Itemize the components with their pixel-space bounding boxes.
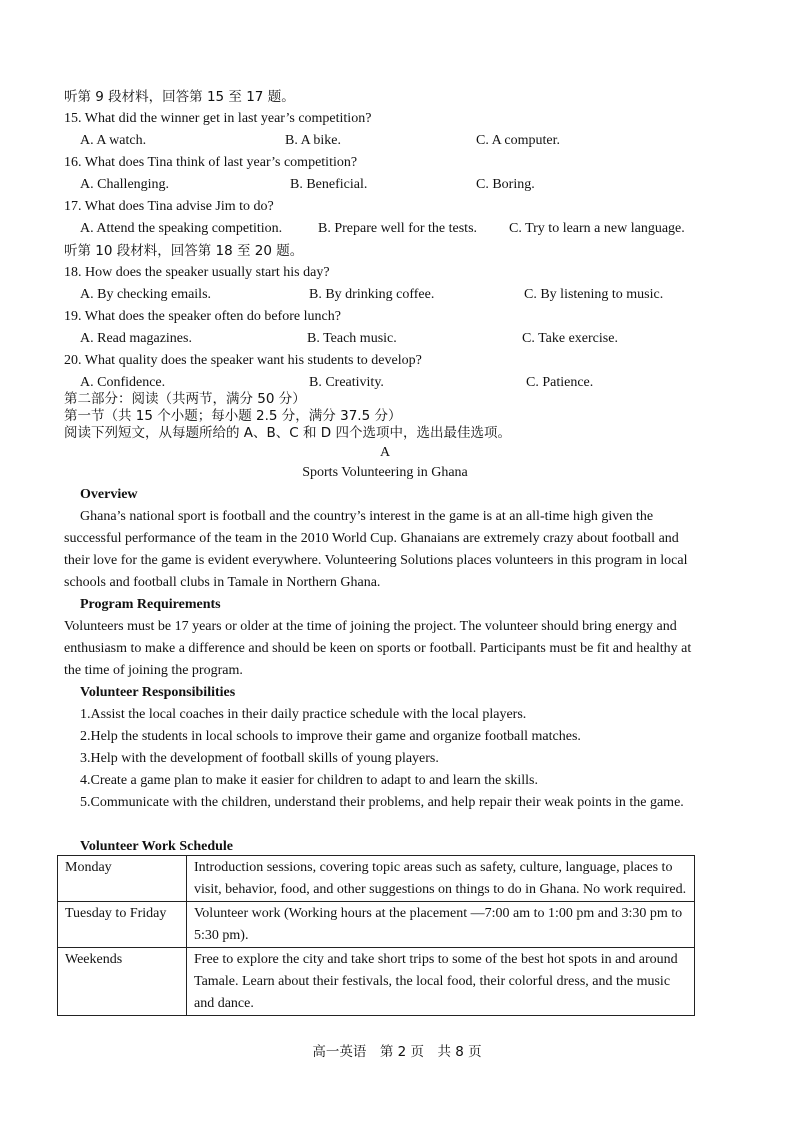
option-17a: A. Attend the speaking competition. [80,221,283,236]
schedule-table [57,855,695,1016]
passage-letter: A [379,445,391,460]
responsibility-item: 1.Assist the local coaches in their daily practice schedule with the local players. [80,707,527,722]
question-16: 16. What does Tina think of last year’s competition? [64,155,358,170]
schedule-day: Monday [58,856,187,902]
requirements-paragraph [64,616,706,682]
option-16c: C. Boring. [476,177,535,192]
option-19b: B. Teach music. [307,331,397,346]
section9-instruction: 听第 9 段材料，回答第 15 至 17 题。 [64,89,295,105]
schedule-heading: Volunteer Work Schedule [80,839,233,854]
section-one-heading: 第一节（共 15 个小题；每小题 2.5 分，满分 37.5 分） [64,408,402,424]
schedule-day: Weekends [58,948,187,1016]
overview-paragraph [64,506,706,594]
requirements-text: Volunteers must be 17 years or older at the time of joining the project. The volunteer should bring energy and enthusiasm to make a difference and should be keen on sports or football. Participants must be fit and healthy at the time of joining the program. [64,619,692,678]
reading-instruction: 阅读下列短文，从每题所给的 A、B、C 和 D 四个选项中，选出最佳选项。 [64,425,511,441]
responsibility-item: 2.Help the students in local schools to improve their game and organize football matches. [80,729,581,744]
option-16b: B. Beneficial. [290,177,368,192]
table-row [58,902,695,948]
question-18: 18. How does the speaker usually start his day? [64,265,330,280]
option-19c: C. Take exercise. [522,331,618,346]
responsibility-item [80,792,708,814]
table-row [58,856,695,902]
responsibility-item: 4.Create a game plan to make it easier for children to adapt to and learn the skills. [80,773,538,788]
schedule-day: Tuesday to Friday [58,902,187,948]
schedule-detail: Free to explore the city and take short trips to some of the best hot spots in and around Tamale. Learn about their festivals, the local food, their colorful dress, and the music and dance. [187,948,695,1016]
table-row [58,948,695,1016]
option-18c: C. By listening to music. [524,287,664,302]
option-18a: A. By checking emails. [80,287,212,302]
option-16a: A. Challenging. [80,177,170,192]
overview-text: Ghana’s national sport is football and the country’s interest in the game is at an all-time high given the successful performance of the team in the 2010 World Cup. Ghanaians are extremely crazy about football and their love for the game is evident everywhere. Volunteering Solutions places volunteers in this program in local schools and football clubs in Tamale in Northern Ghana. [64,509,688,590]
section10-instruction: 听第 10 段材料，回答第 18 至 20 题。 [64,243,304,259]
option-19a: A. Read magazines. [80,331,192,346]
option-15c: C. A computer. [476,133,560,148]
responsibility-item-text: 5.Communicate with the children, understand their problems, and help repair their weak points in the game. [80,795,684,810]
option-20a: A. Confidence. [80,375,166,390]
schedule-detail: Introduction sessions, covering topic areas such as safety, culture, language, places to visit, behavior, food, and other suggestions on things to do in Ghana. No work required. [187,856,695,902]
option-18b: B. By drinking coffee. [309,287,435,302]
question-19: 19. What does the speaker often do before lunch? [64,309,341,324]
option-20b: B. Creativity. [309,375,384,390]
option-17b: B. Prepare well for the tests. [318,221,478,236]
page-footer: 高一英语 第 2 页 共 8 页 [312,1044,482,1060]
question-17: 17. What does Tina advise Jim to do? [64,199,274,214]
question-15: 15. What did the winner get in last year’s competition? [64,111,372,126]
question-20: 20. What quality does the speaker want his students to develop? [64,353,422,368]
option-17c: C. Try to learn a new language. [509,221,685,236]
responsibility-item: 3.Help with the development of football skills of young players. [80,751,439,766]
part-two-heading: 第二部分：阅读（共两节，满分 50 分） [64,391,306,407]
responsibilities-heading: Volunteer Responsibilities [80,685,236,700]
requirements-heading: Program Requirements [80,597,221,612]
option-20c: C. Patience. [526,375,594,390]
option-15b: B. A bike. [285,133,342,148]
overview-heading: Overview [80,487,138,502]
schedule-detail: Volunteer work (Working hours at the placement —7:00 am to 1:00 pm and 3:30 pm to 5:30 pm). [187,902,695,948]
option-15a: A. A watch. [80,133,147,148]
passage-title: Sports Volunteering in Ghana [302,465,468,480]
